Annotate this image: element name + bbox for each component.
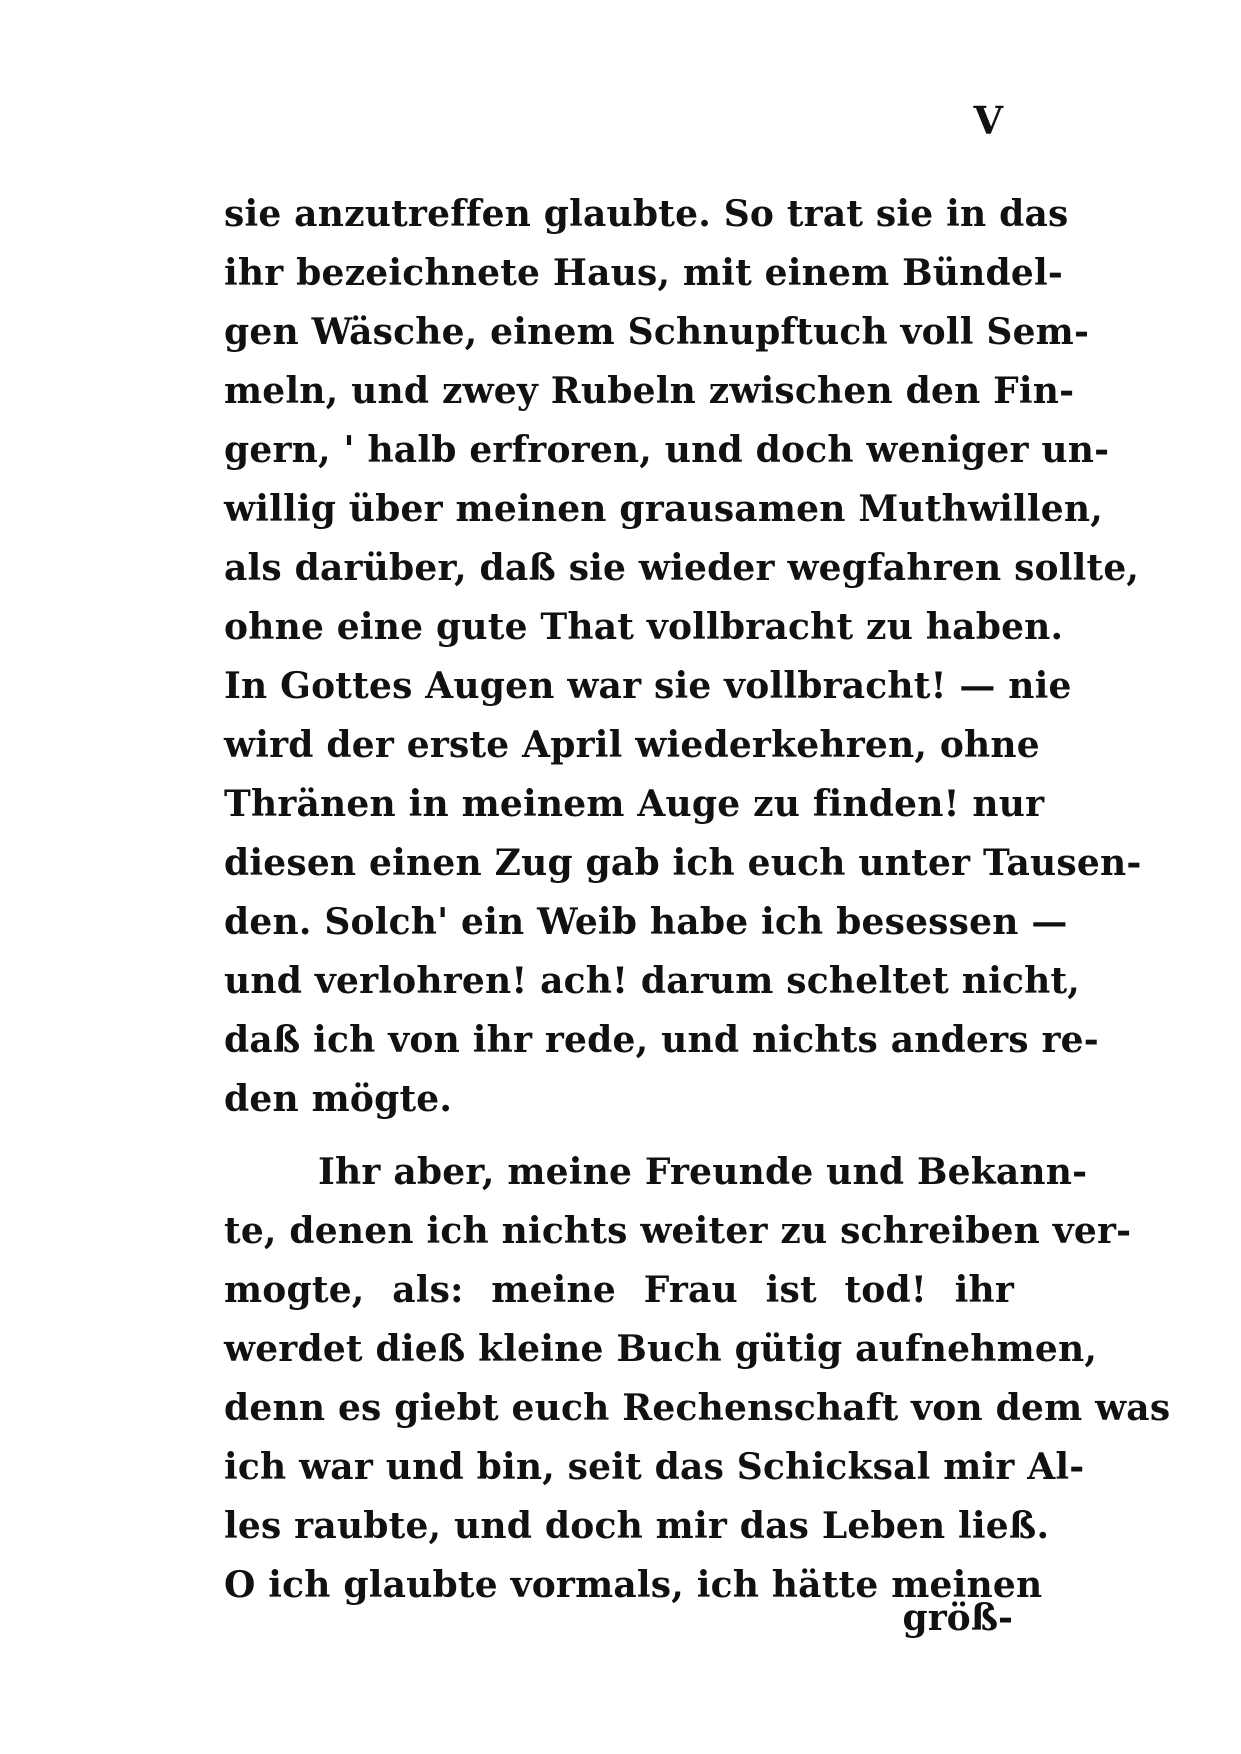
text-line: wird der erste April wiederkehren, ohne xyxy=(224,724,1040,766)
text-line: diesen einen Zug gab ich euch unter Tausen- xyxy=(224,842,1142,884)
text-line: und verlohren! ach! darum scheltet nicht, xyxy=(224,960,1081,1002)
paragraph-gap xyxy=(224,1129,1014,1143)
text-line: te, denen ich nichts weiter zu schreiben ver- xyxy=(224,1210,1132,1252)
text-line: mogte, als: meine Frau ist tod! ihr xyxy=(224,1269,1014,1311)
text-line: ohne eine gute That vollbracht zu haben. xyxy=(224,606,1064,648)
text-line: Ihr aber, meine Freunde und Bekann- xyxy=(318,1151,1088,1193)
text-line: daß ich von ihr rede, und nichts anders re- xyxy=(224,1019,1099,1061)
text-line: O ich glaubte vormals, ich hätte meinen xyxy=(224,1564,1043,1606)
text-line: den mögte. xyxy=(224,1078,453,1120)
text-line: werdet dieß kleine Buch gütig aufnehmen, xyxy=(224,1328,1098,1370)
text-line: meln, und zwey Rubeln zwischen den Fin- xyxy=(224,370,1075,412)
paragraph-2 xyxy=(224,1143,1171,1615)
catchword: größ- xyxy=(902,1597,1013,1639)
text-line: willig über meinen grausamen Muthwillen, xyxy=(224,488,1103,530)
text-line: als darüber, daß sie wieder wegfahren sollte, xyxy=(224,547,1140,589)
body-text xyxy=(224,185,1171,1615)
page-number: V xyxy=(973,98,1003,143)
text-line: sie anzutreffen glaubte. So trat sie in das xyxy=(224,193,1069,235)
text-line: denn es giebt euch Rechenschaft von dem was xyxy=(224,1387,1171,1429)
text-line: gern, ' halb erfroren, und doch weniger un- xyxy=(224,429,1110,471)
text-line: In Gottes Augen war sie vollbracht! — nie xyxy=(224,665,1072,707)
text-line: ihr bezeichnete Haus, mit einem Bündel- xyxy=(224,252,1064,294)
text-line: gen Wäsche, einem Schnupftuch voll Sem- xyxy=(224,311,1090,353)
text-line: Thränen in meinem Auge zu finden! nur xyxy=(224,783,1045,825)
text-line: den. Solch' ein Weib habe ich besessen — xyxy=(224,901,1068,943)
paragraph-1 xyxy=(224,185,1142,1129)
text-line: ich war und bin, seit das Schicksal mir Al- xyxy=(224,1446,1085,1488)
text-line: les raubte, und doch mir das Leben ließ. xyxy=(224,1505,1050,1547)
